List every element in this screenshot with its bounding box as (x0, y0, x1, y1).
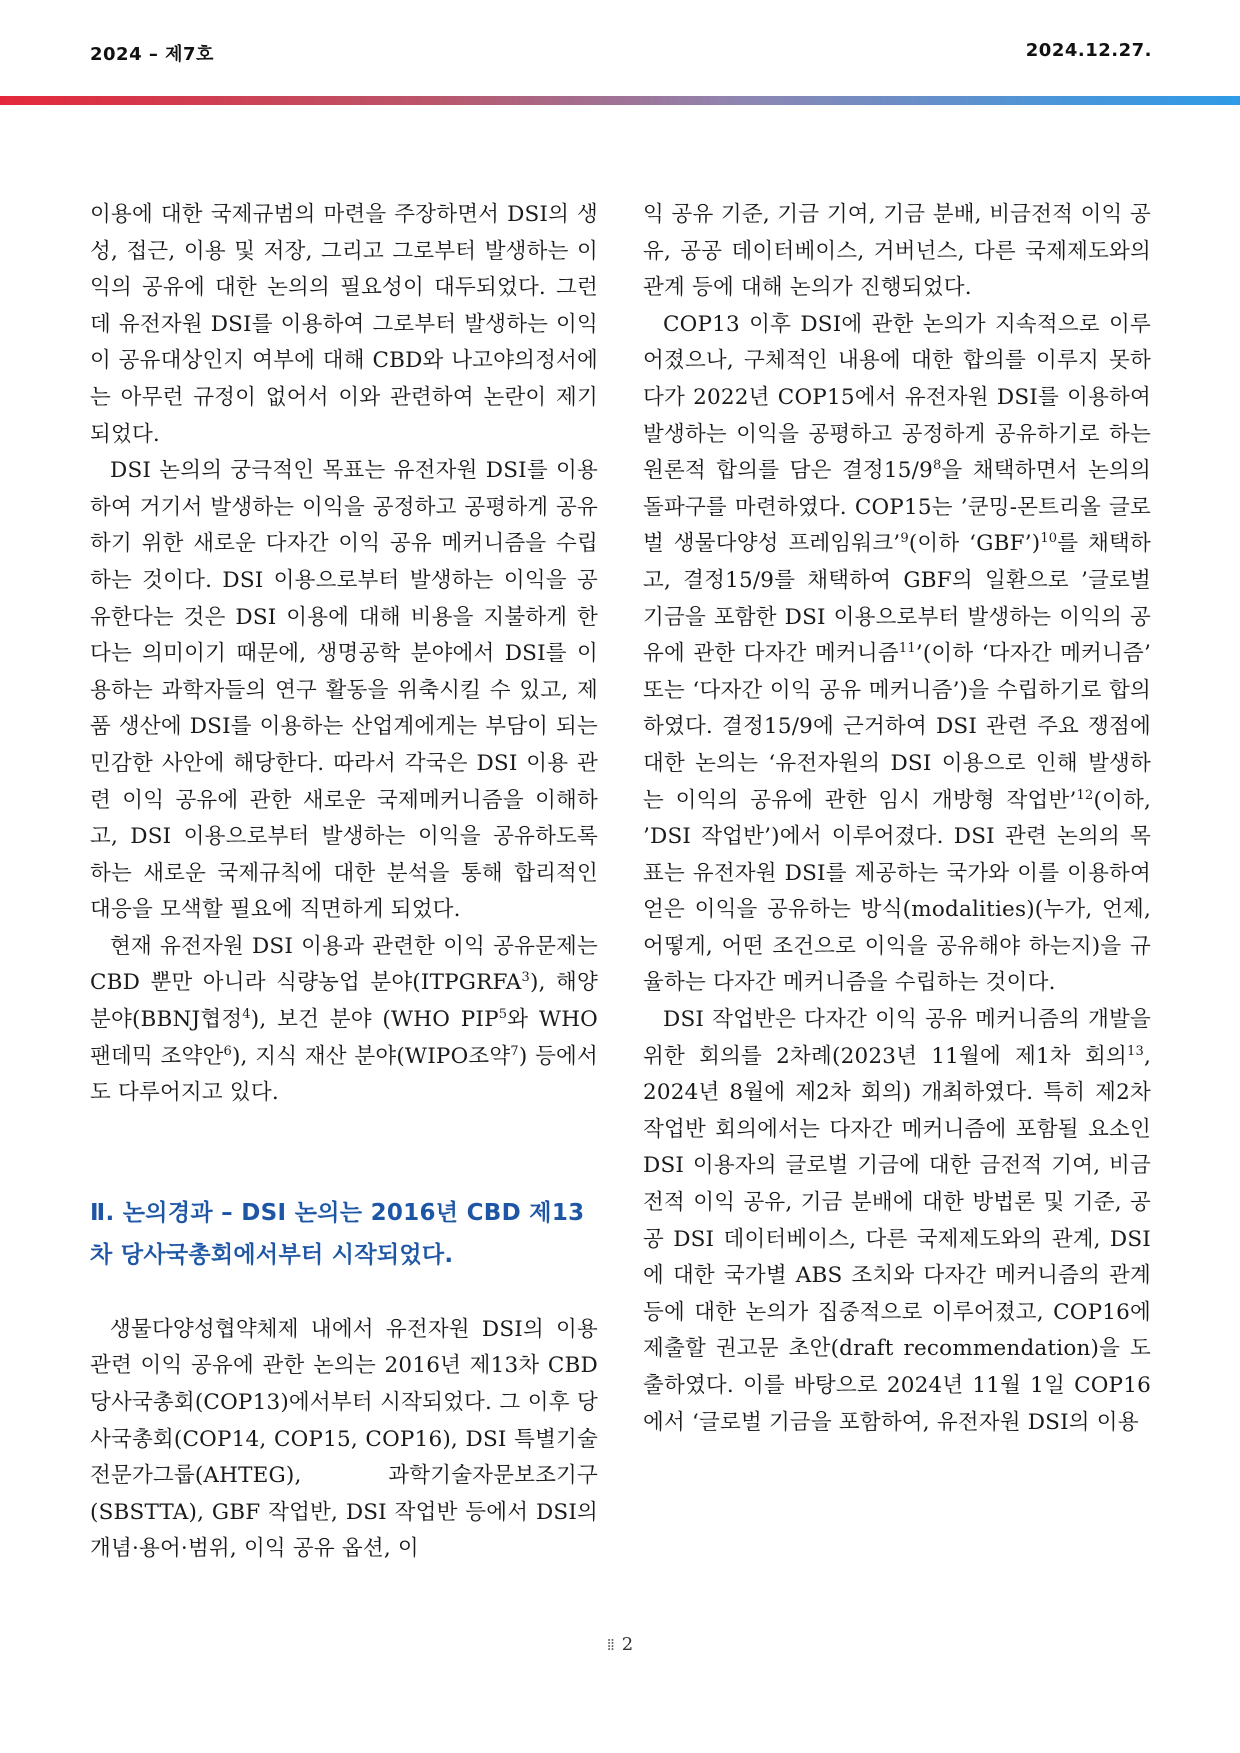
page-footer (0, 1634, 1240, 1655)
footnote-ref: 6 (223, 1043, 232, 1059)
text-run: (이하, ’DSI 작업반’)에서 이루어졌다. DSI 관련 논의의 목표는 유전자원 DSI를 제공하는 국가와 이를 이용하여 얻은 이익을 공유하는 방식(modalities)(누가, 언제, 어떻게, 어떤 조건으로 이익을 공유해야 하는지)을 규율하는 다자간 메커니즘을 수립하는 것이다. (643, 787, 1151, 996)
paragraph (90, 929, 598, 1112)
header-gradient-bar (0, 96, 1240, 105)
text-run: ), 지식 재산 분야(WIPO조약 (231, 1043, 511, 1069)
left-column (90, 197, 598, 1568)
dots-icon: ⁞⁞ (606, 1635, 614, 1654)
footnote-ref: 9 (900, 531, 909, 547)
footnote-ref: 12 (1076, 787, 1094, 803)
page-number: 2 (621, 1634, 634, 1655)
issue-date: 2024.12.27. (1025, 40, 1152, 61)
text-run: 현재 유전자원 DSI 이용과 관련한 이익 공유문제는 CBD 뿐만 아니라 식량농업 분야(ITPGRFA (90, 933, 598, 996)
paragraph: 생물다양성협약체제 내에서 유전자원 DSI의 이용 관련 이익 공유에 관한 논의는 2016년 제13차 CBD 당사국총회(COP13)에서부터 시작되었다. 그 이후 당사국총회(COP14, COP15, COP16), DSI 특별기술전문가그룹(AHTEG), 과학기술자문보조기구(SBSTTA), GBF 작업반, DSI 작업반 등에서 DSI의 개념·용어·범위, 이익 공유 옵션, 이 (90, 1316, 598, 1562)
footnote-ref: 11 (898, 640, 916, 656)
text-run: 와 WHO 팬데믹 조약안 (90, 1007, 599, 1069)
paragraph (643, 307, 1151, 1002)
paragraph (643, 1002, 1151, 1441)
footnote-ref: 10 (1040, 531, 1058, 547)
paragraph: 익 공유 기준, 기금 기여, 기금 분배, 비금전적 이익 공유, 공공 데이터베이스, 거버넌스, 다른 국제제도와의 관계 등에 대해 논의가 진행되었다. (643, 202, 1151, 301)
text-run: ), 보건 분야 (WHO PIP (250, 1007, 499, 1033)
footnote-ref: 7 (510, 1043, 519, 1059)
footnote-ref: 3 (521, 970, 531, 986)
text-run: COP13 이후 DSI에 관한 논의가 지속적으로 이루어졌으나, 구체적인 내용에 대한 합의를 이루지 못하다가 2022년 COP15에서 유전자원 DSI를 이용하여 발생하는 이익을 공평하고 공정하게 공유하기로 하는 원론적 합의를 담은 결정15/9 (643, 311, 1151, 484)
paragraph: 이용에 대한 국제규범의 마련을 주장하면서 DSI의 생성, 접근, 이용 및 저장, 그리고 그로부터 발생하는 이익의 공유에 대한 논의의 필요성이 대두되었다. 그런데 유전자원 DSI를 이용하여 그로부터 발생하는 이익이 공유대상인지 여부에 대해 CBD와 나고야의정서에는 아무런 규정이 없어서 이와 관련하여 논란이 제기되었다. (90, 202, 598, 447)
paragraph: DSI 논의의 궁극적인 목표는 유전자원 DSI를 이용하여 거기서 발생하는 이익을 공정하고 공평하게 공유하기 위한 새로운 다자간 이익 공유 메커니즘을 수립하는 것이다. DSI 이용으로부터 발생하는 이익을 공유한다는 것은 DSI 이용에 대해 비용을 지불하게 한다는 의미이기 때문에, 생명공학 분야에서 DSI를 이용하는 과학자들의 연구 활동을 위축시킬 수 있고, 제품 생산에 DSI를 이용하는 산업계에게는 부담이 되는 민감한 사안에 해당한다. 따라서 각국은 DSI 이용 관련 이익 공유에 관한 새로운 국제메커니즘을 이해하고, DSI 이용으로부터 발생하는 이익을 공유하도록 하는 새로운 국제규칙에 대한 분석을 통해 합리적인 대응을 모색할 필요에 직면하게 되었다. (90, 458, 598, 923)
footnote-ref: 8 (932, 458, 942, 473)
footnote-ref: 4 (242, 1006, 251, 1022)
text-run: DSI 작업반은 다자간 이익 공유 메커니즘의 개발을 위한 회의를 2차례(2023년 11월에 제1차 회의 (643, 1007, 1151, 1069)
section-heading: Ⅱ. 논의경과 – DSI 논의는 2016년 CBD 제13차 당사국총회에서부터 시작되었다. (90, 1199, 585, 1268)
footnote-ref: 13 (1127, 1043, 1144, 1059)
text-run: 를 채택하고, 결정15/9를 채택하여 GBF의 일환으로 ’글로벌 기금을 포함한 DSI 이용으로부터 발생하는 이익의 공유에 관한 다자간 메커니즘 (643, 531, 1151, 667)
text-run: , 2024년 8월에 제2차 회의) 개최하였다. 특히 제2차 작업반 회의에서는 다자간 메커니즘에 포함될 요소인 DSI 이용자의 글로벌 기금에 대한 금전적 기여, 비금전적 이익 공유, 기금 분배에 대한 방법론 및 기준, 공공 DSI 데이터베이스, 다른 국제제도와의 관계, DSI에 대한 국가별 ABS 조치와 다자간 메커니즘의 관계 등에 대한 논의가 집중적으로 이루어졌고, COP16에 제출할 권고문 초안(draft recommendation)을 도출하였다. 이를 바탕으로 2024년 11월 1일 COP16에서 ‘글로벌 기금을 포함하여, 유전자원 DSI의 이용 (643, 1043, 1151, 1435)
text-run: (이하 ‘GBF’) (908, 531, 1041, 557)
text-run: ), 해양 분야(BBNJ협정 (90, 970, 598, 1033)
right-column (643, 197, 1151, 1441)
text-run: ’(이하 ‘다자간 메커니즘’ 또는 ‘다자간 이익 공유 메커니즘’)을 수립하기로 합의하였다. 결정15/9에 근거하여 DSI 관련 주요 쟁점에 대한 논의는 ‘유전자원의 DSI 이용으로 인해 발생하는 이익의 공유에 관한 임시 개방형 작업반’ (643, 641, 1151, 813)
text-run: 을 채택하면서 논의의 돌파구를 마련하였다. COP15는 ’쿤밍-몬트리올 글로벌 생물다양성 프레임워크’ (643, 458, 1151, 557)
issue-label: 2024 – 제7호 (90, 44, 214, 65)
footnote-ref: 5 (498, 1006, 508, 1022)
text-run: ) 등에서도 다루어지고 있다. (90, 1043, 598, 1106)
